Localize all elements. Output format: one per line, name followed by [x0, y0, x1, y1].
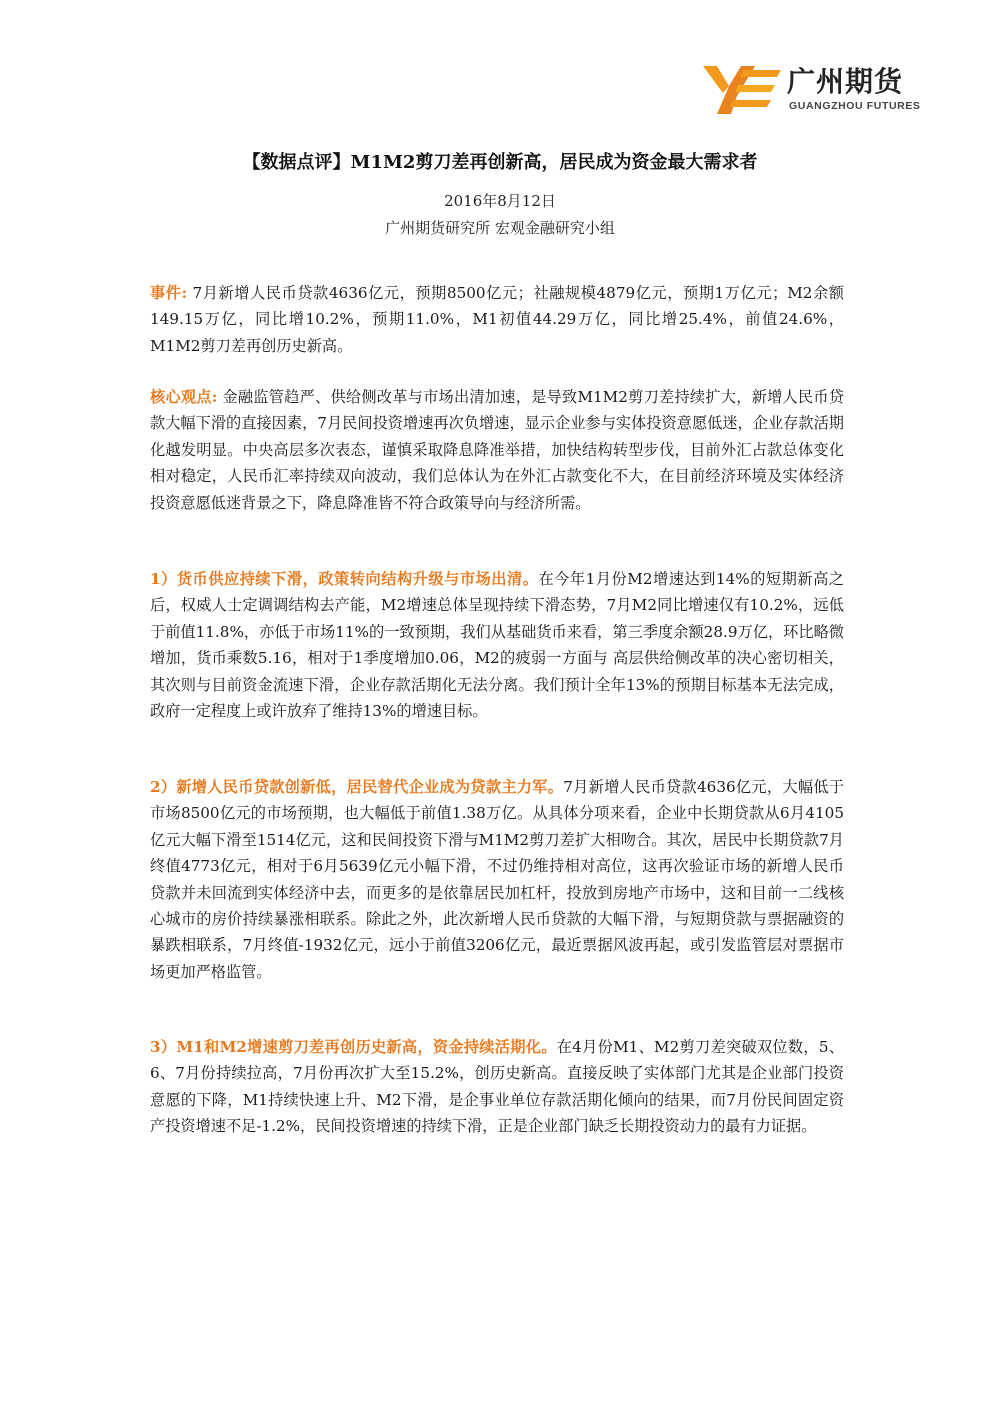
logo-chinese-name: 广州期货 — [787, 65, 904, 98]
section-3-text: 在4月份M1、M2剪刀差突破双位数，5、6、7月份持续拉高，7月份再次扩大至15.2%，创历史新高。直接反映了实体部门尤其是企业部门投资意愿的下降，M1持续快速上升、M2下滑，是企事业单位存款活期化倾向的结果，而7月份民间固定资产投资增速不足-1.2%，民间投资增速的持续下滑，正是企业部门缺乏长期投资动力的最有力证据。 — [150, 1038, 844, 1136]
event-label: 事件: — [150, 284, 188, 302]
report-title: 【数据点评】M1M2剪刀差再创新高，居民成为资金最大需求者 — [242, 152, 758, 173]
core-view-paragraph — [150, 384, 844, 516]
section-1-heading: 1）货币供应持续下滑，政策转向结构升级与市场出清。 — [150, 570, 539, 588]
section-3-heading: 3）M1和M2增速剪刀差再创历史新高，资金持续活期化。 — [150, 1038, 557, 1056]
section-1-paragraph — [150, 566, 844, 724]
logo-english-name: GUANGZHOU FUTURES — [789, 100, 921, 112]
section-2-paragraph — [150, 774, 844, 985]
section-1-text: 在今年1月份M2增速达到14%的短期新高之后，权威人士定调调结构去产能，M2增速总体呈现持续下滑态势，7月M2同比增速仅有10.2%，远低于前值11.8%，亦低于市场11%的一致预期，我们从基础货币来看，第三季度余额28.9万亿，环比略微增加，货币乘数5.16，相对于1季度增加0.06，M2的疲弱一方面与 高层供给侧改革的决心密切相关，其次则与目前资金流速下滑，企业存款活期化无法分离。我们预计全年13%的预期目标基本无法完成，政府一定程度上或许放弃了维持13%的增速目标。 — [150, 570, 844, 721]
report-department: 广州期货研究所 宏观金融研究小组 — [385, 219, 615, 237]
event-text: 7月新增人民币贷款4636亿元，预期8500亿元；社融规模4879亿元，预期1万亿元；M2余额149.15万亿，同比增10.2%，预期11.0%，M1初值44.29万亿，同比增25.4%，前值24.6%，M1M2剪刀差再创历史新高。 — [150, 284, 844, 355]
section-3-paragraph — [150, 1034, 844, 1140]
report-date: 2016年8月12日 — [444, 192, 556, 210]
section-2-text: 7月新增人民币贷款4636亿元，大幅低于市场8500亿元的市场预期，也大幅低于前值1.38万亿。从具体分项来看，企业中长期贷款从6月4105亿元大幅下滑至1514亿元，这和民间投资下滑与M1M2剪刀差扩大相吻合。其次，居民中长期贷款7月终值4773亿元，相对于6月5639亿元小幅下滑，不过仍维持相对高位，这再次验证市场的新增人民币贷款并未回流到实体经济中去，而更多的是依靠居民加杠杆，投放到房地产市场中，这和目前一二线核心城市的房价持续暴涨相联系。除此之外，此次新增人民币贷款的大幅下滑，与短期贷款与票据融资的暴跌相联系，7月终值-1932亿元，远小于前值3206亿元，最近票据风波再起，或引发监管层对票据市场更加严格监管。 — [150, 778, 844, 981]
core-view-label: 核心观点: — [150, 388, 218, 406]
core-view-text: 金融监管趋严、供给侧改革与市场出清加速，是导致M1M2剪刀差持续扩大，新增人民币贷款大幅下滑的直接因素，7月民间投资增速再次负增速，显示企业参与实体投资意愿低迷，企业存款活期化越发明显。中央高层多次表态，谨慎采取降息降准举措，加快结构转型步伐，目前外汇占款总体变化相对稳定，人民币汇率持续双向波动，我们总体认为在外汇占款变化不大，在目前经济环境及实体经济投资意愿低迷背景之下，降息降准皆不符合政策导向与经济所需。 — [150, 388, 844, 512]
section-2-heading: 2）新增人民币贷款创新低，居民替代企业成为贷款主力军。 — [150, 778, 564, 796]
company-logo — [703, 66, 923, 116]
event-paragraph — [150, 280, 844, 359]
logo-ye-icon — [703, 66, 781, 114]
